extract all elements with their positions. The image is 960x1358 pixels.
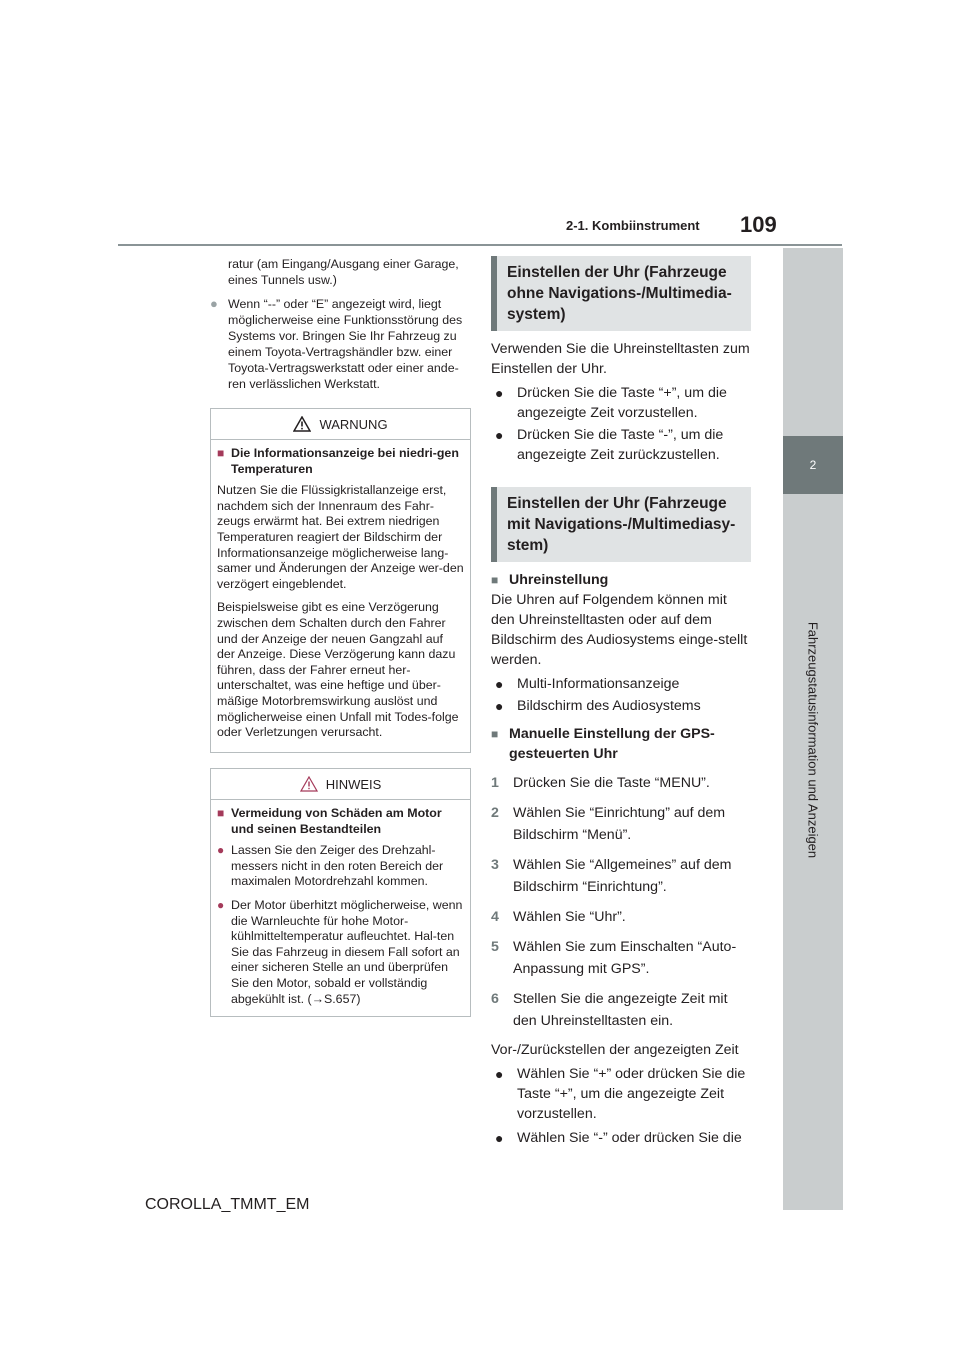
step-text: Wählen Sie zum Einschalten “Auto-Anpassung mit GPS”. <box>513 939 737 977</box>
square-bullet-icon: ■ <box>217 446 225 460</box>
list-item <box>491 674 751 694</box>
continued-text: ratur (am Eingang/Ausgang einer Garage, eines Tunnels usw.) <box>228 257 459 287</box>
step-number: 2 <box>491 805 499 821</box>
page-number: 109 <box>740 212 777 237</box>
step-item <box>491 936 751 980</box>
list-item <box>491 425 751 465</box>
step-number: 1 <box>491 775 499 791</box>
warning-para-1: Nutzen Sie die Flüssigkristallanzeige erst, nachdem sich der Innenraum des Fahr-zeugs erwärmt hat. Bei extrem niedrigen Temperaturen reagiert der Bildschirm der Informationsanzeige möglicherweise lang-samer und Änderungen der Anzeige wer-den verzögert eingeblendet. <box>217 483 464 591</box>
notice-item <box>217 843 464 890</box>
bullet-dot-icon: ● <box>495 698 504 714</box>
step-number: 4 <box>491 909 499 925</box>
subheading <box>491 724 751 764</box>
steps-list <box>491 772 751 1032</box>
notice-triangle-icon <box>300 776 318 792</box>
section-heading: Einstellen der Uhr (Fahrzeuge mit Navigations-/Multimediasy-stem) <box>491 487 751 562</box>
bullet-dot-icon: ● <box>495 427 504 443</box>
subheading <box>491 570 751 590</box>
right-column <box>491 256 751 1148</box>
square-bullet-icon: ■ <box>491 727 499 741</box>
header-rule <box>118 244 842 246</box>
left-intro <box>210 256 470 392</box>
step-text: Wählen Sie “Allgemeines” auf dem Bildschirm “Einrichtung”. <box>513 857 732 895</box>
square-bullet-icon: ■ <box>491 573 499 587</box>
list-item-text: Multi-Informationsanzeige <box>517 676 680 692</box>
notice-body <box>211 800 470 1015</box>
list-item-text: Wählen Sie “+” oder drücken Sie die Taste “+”, um die angezeigte Zeit vorzustellen. <box>517 1066 746 1122</box>
subheading-text: Manuelle Einstellung der GPS-gesteuerten Uhr <box>509 726 715 762</box>
list-item-text: Drücken Sie die Taste “+”, um die angezeigte Zeit vorzustellen. <box>517 385 727 421</box>
bullet-dot-icon: ● <box>217 843 225 858</box>
step-text: Drücken Sie die Taste “MENU”. <box>513 775 710 791</box>
document-footer: COROLLA_TMMT_EM <box>145 1196 310 1213</box>
notice-box <box>210 768 471 1017</box>
chapter-label: Fahrzeugstatusinformation und Anzeigen <box>805 621 821 859</box>
notice-item-text: Der Motor überhitzt möglicherweise, wenn die Warnleuchte für hohe Motor-kühlmitteltemperatur aufleuchtet. Hal-ten Sie das Fahrzeug in diesem Fall sofort an einer sicheren Stelle an und überprüfen Sie den Motor, sobald er vollständig abgekühlt ist. (→S.657) <box>231 897 463 1006</box>
step-item <box>491 802 751 846</box>
subheading-text: Uhreinstellung <box>509 572 609 588</box>
notice-title: HINWEIS <box>325 776 382 792</box>
step-text: Wählen Sie “Uhr”. <box>513 909 626 925</box>
notice-item <box>217 898 464 1007</box>
intro-text: Verwenden Sie die Uhreinstelltasten zum Einstellen der Uhr. <box>491 341 750 377</box>
warning-heading: Die Informationsanzeige bei niedri-gen Temperaturen <box>231 446 459 476</box>
bullet-dot-icon: ● <box>217 897 225 912</box>
info-bullet-text: Wenn “--” oder “E” angezeigt wird, liegt möglicherweise eine Funktionsstörung des Systems vor. Bringen Sie Ihr Fahrzeug zu einem Toyota-Vertragshändler bzw. einer Toyota-Vertragswerkstatt oder einer ande-ren verlässlichen Werkstatt. <box>228 297 463 391</box>
body-text: Vor-/Zurückstellen der angezeigten Zeit <box>491 1042 739 1058</box>
list-item-text: Wählen Sie “-” oder drücken Sie die <box>517 1130 742 1146</box>
body-text: Die Uhren auf Folgendem können mit den Uhreinstelltasten oder auf dem Bildschirm des Audiosystems einge-stellt werden. <box>491 592 748 668</box>
list-item <box>491 383 751 423</box>
warning-header <box>211 409 470 440</box>
section-title: 2-1. Kombiinstrument <box>566 218 700 233</box>
step-item <box>491 988 751 1032</box>
step-item <box>491 772 751 794</box>
notice-heading: Vermeidung von Schäden am Motor und seinen Bestandteilen <box>231 806 442 836</box>
section-heading: Einstellen der Uhr (Fahrzeuge ohne Navigations-/Multimedia-system) <box>491 256 751 331</box>
warning-title: WARNUNG <box>319 416 388 432</box>
notice-item-text: Lassen Sie den Zeiger des Drehzahl-messers nicht in den roten Bereich der maximalen Motordrehzahl kommen. <box>231 843 444 889</box>
notice-header <box>211 769 470 800</box>
bullet-dot-icon: ● <box>210 296 218 311</box>
warning-subheading <box>217 446 464 477</box>
notice-subheading <box>217 806 464 837</box>
bullet-dot-icon: ● <box>495 676 504 692</box>
list-item <box>491 696 751 716</box>
step-number: 5 <box>491 939 499 955</box>
list-item <box>491 1064 751 1124</box>
step-item <box>491 854 751 898</box>
warning-para-2: Beispielsweise gibt es eine Verzögerung zwischen dem Schalten durch den Fahrer und der Anzeige der neuen Gangzahl auf der Anzeige. Diese Verzögerung kann dazu führen, dass der Fahrer erneut her-unterschaltet, was eine heftige und über-mäßige Motorbremswirkung auslöst und möglicherweise einen Unfall mit Todes-folge oder Verletzungen verursacht. <box>217 600 459 740</box>
bullet-dot-icon: ● <box>495 1130 504 1146</box>
list-item-text: Drücken Sie die Taste “-”, um die angezeigte Zeit zurückzustellen. <box>517 427 724 463</box>
bullet-dot-icon: ● <box>495 385 504 401</box>
warning-box <box>210 408 471 753</box>
warning-triangle-icon <box>293 416 311 432</box>
step-number: 3 <box>491 857 499 873</box>
step-text: Stellen Sie die angezeigte Zeit mit den Uhreinstelltasten ein. <box>513 991 728 1029</box>
list-item-text: Bildschirm des Audiosystems <box>517 698 701 714</box>
info-bullet <box>210 296 470 392</box>
step-item <box>491 906 751 928</box>
step-number: 6 <box>491 991 499 1007</box>
warning-body <box>211 440 470 757</box>
bullet-dot-icon: ● <box>495 1066 504 1082</box>
step-text: Wählen Sie “Einrichtung” auf dem Bildschirm “Menü”. <box>513 805 726 843</box>
chapter-tab: 2 <box>783 436 843 494</box>
square-bullet-icon: ■ <box>217 806 225 820</box>
list-item <box>491 1128 751 1148</box>
